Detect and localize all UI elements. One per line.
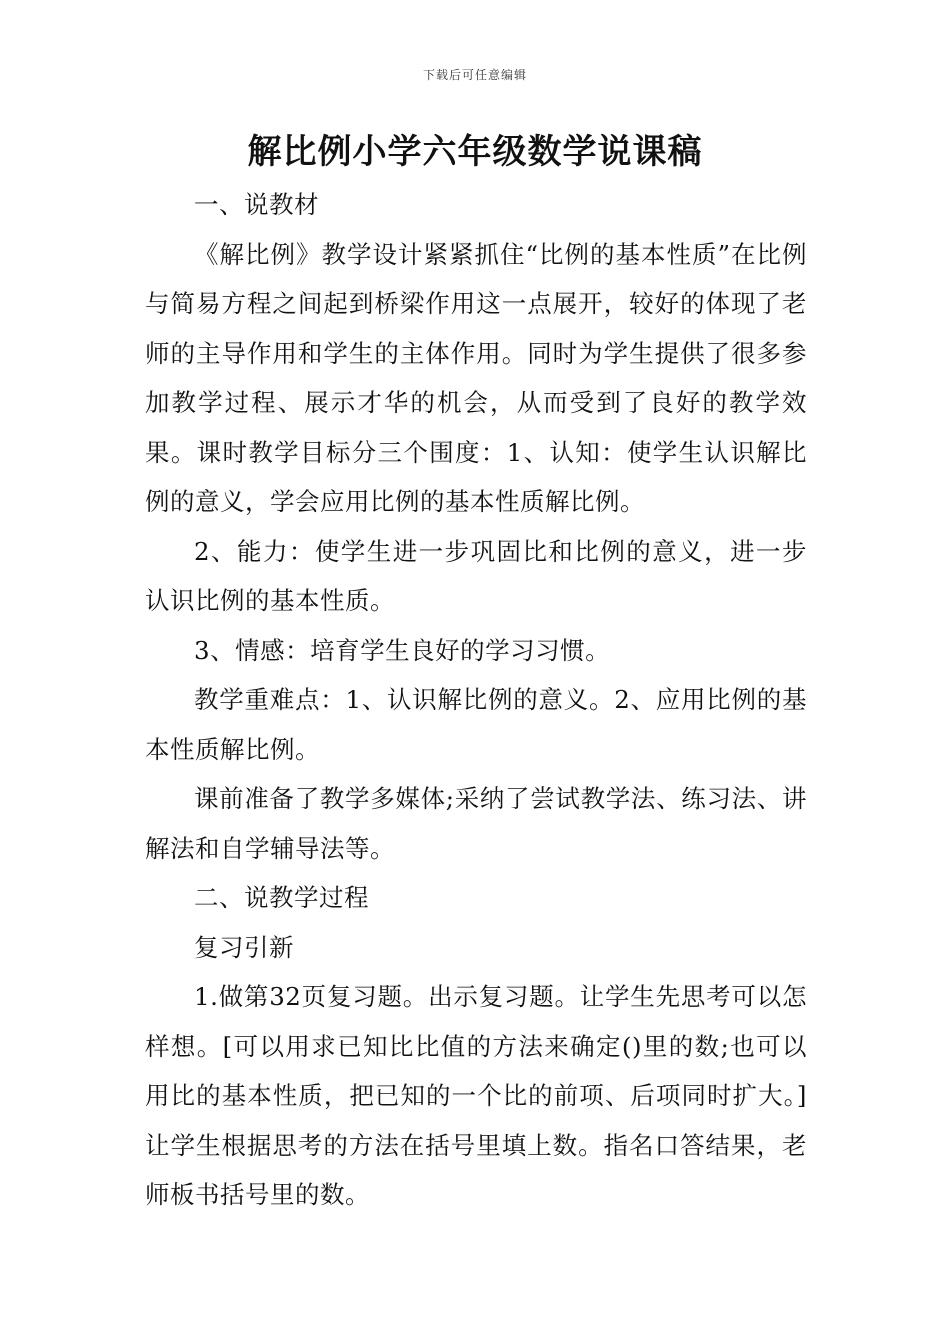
paragraph-textbook-intro: 《解比例》教学设计紧紧抓住“比例的基本性质”在比例与简易方程之间起到桥梁作用这一点展开，较好的体现了老师的主导作用和学生的主体作用。同时为学生提供了很多参加教学过程、展示才华的机会，从而受到了良好的教学效果。课时教学目标分三个围度：1、认知：使学生认识解比例的意义，学会应用比例的基本性质解比例。	[145, 239, 807, 516]
paragraph-preparation: 课前准备了教学多媒体;采纳了尝试教学法、练习法、讲解法和自学辅导法等。	[145, 784, 807, 863]
section-heading-textbook: 一、说教材	[194, 190, 319, 219]
paragraph-key-points: 教学重难点：1、认识解比例的意义。2、应用比例的基本性质解比例。	[145, 685, 807, 764]
subsection-heading-review: 复习引新	[194, 932, 294, 962]
document-body	[145, 180, 807, 1220]
section-heading-process: 二、说教学过程	[194, 883, 369, 912]
paragraph-review-exercise: 1.做第32页复习题。出示复习题。让学生先思考可以怎样想。[可以用求已知比比值的方法来确定()里的数;也可以用比的基本性质，把已知的一个比的前项、后项同时扩大。]让学生根据思考的方法在括号里填上数。指名口答结果，老师板书括号里的数。	[145, 982, 807, 1209]
paragraph-emotion-goal: 3、情感：培育学生良好的学习习惯。	[194, 635, 611, 665]
paragraph-ability-goal: 2、能力：使学生进一步巩固比和比例的意义，进一步认识比例的基本性质。	[145, 536, 807, 615]
header-note: 下载后可任意编辑	[422, 68, 527, 82]
document-title: 解比例小学六年级数学说课稿	[247, 132, 703, 172]
